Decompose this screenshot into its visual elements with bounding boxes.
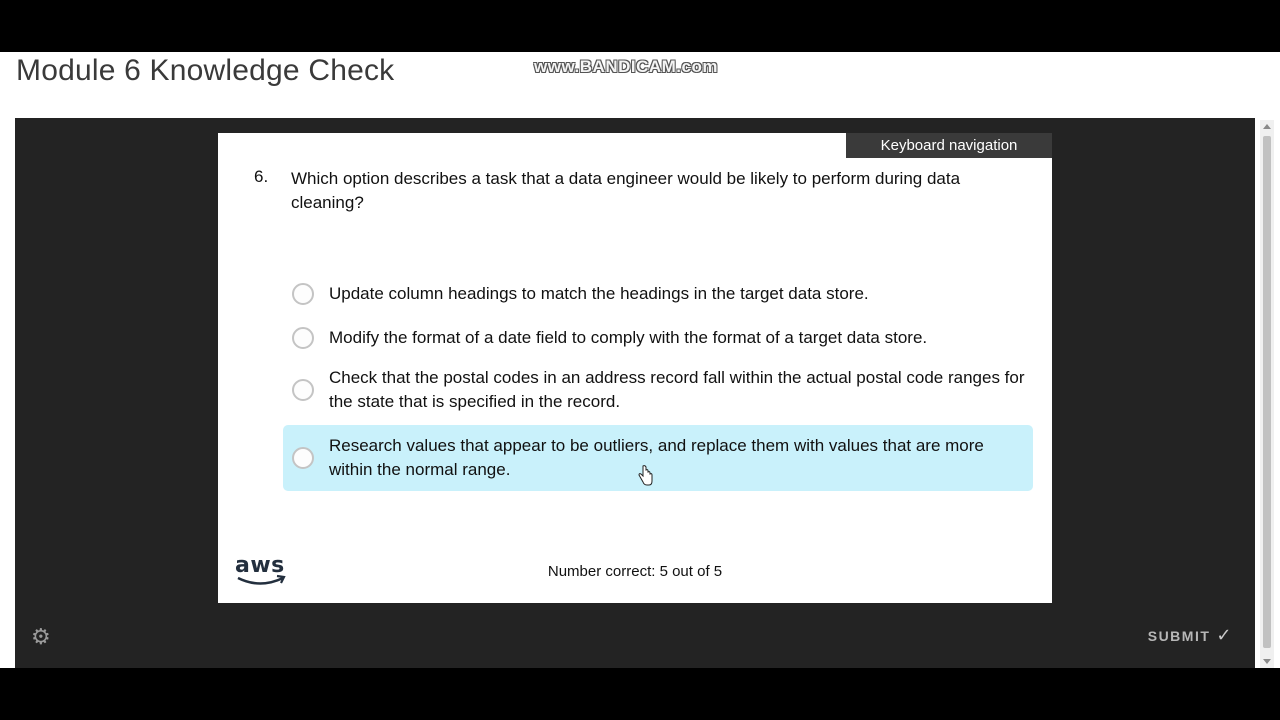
answer-option-label: Research values that appear to be outliers, and replace them with values that are more within the normal range.	[329, 436, 984, 479]
bottom-letterbox	[0, 668, 1280, 720]
page-title: Module 6 Knowledge Check	[16, 54, 395, 87]
quiz-slide	[218, 133, 1052, 603]
checkmark-icon: ✓	[1216, 625, 1233, 645]
recorder-watermark: www.BANDICAM.com	[534, 57, 718, 76]
answer-option-4[interactable]	[283, 425, 1033, 491]
question-number: 6.	[254, 167, 269, 186]
score-text: Number correct: 5 out of 5	[547, 563, 723, 580]
top-letterbox	[0, 0, 1280, 52]
scrollbar[interactable]	[1260, 120, 1274, 668]
scroll-thumb[interactable]	[1263, 136, 1271, 648]
scroll-down-icon[interactable]	[1263, 659, 1271, 664]
answer-option-label: Check that the postal codes in an address record fall within the actual postal code ranges for the state that is specified in the record.	[329, 368, 1025, 411]
answer-option-1[interactable]	[283, 278, 1033, 310]
answer-option-label: Update column headings to match the headings in the target data store.	[329, 284, 869, 303]
quiz-player	[15, 118, 1255, 668]
aws-logo-text: aws	[235, 553, 285, 578]
submit-label: SUBMIT	[1147, 627, 1211, 644]
submit-button[interactable]	[1148, 625, 1233, 646]
radio-button[interactable]	[292, 379, 314, 401]
answer-option-2[interactable]	[283, 322, 1033, 354]
page	[0, 52, 1280, 668]
keyboard-navigation-button[interactable]: Keyboard navigation	[846, 133, 1052, 158]
answer-option-label: Modify the format of a date field to comply with the format of a target data store.	[329, 328, 928, 347]
scroll-up-icon[interactable]	[1263, 124, 1271, 129]
radio-button[interactable]	[292, 447, 314, 469]
radio-button[interactable]	[292, 327, 314, 349]
gear-icon[interactable]: ⚙	[31, 624, 51, 649]
radio-button[interactable]	[292, 283, 314, 305]
hand-cursor-icon	[637, 465, 653, 487]
question-text: Which option describes a task that a data engineer would be likely to perform during data cleaning?	[291, 169, 961, 212]
answer-option-3[interactable]	[283, 366, 1033, 414]
